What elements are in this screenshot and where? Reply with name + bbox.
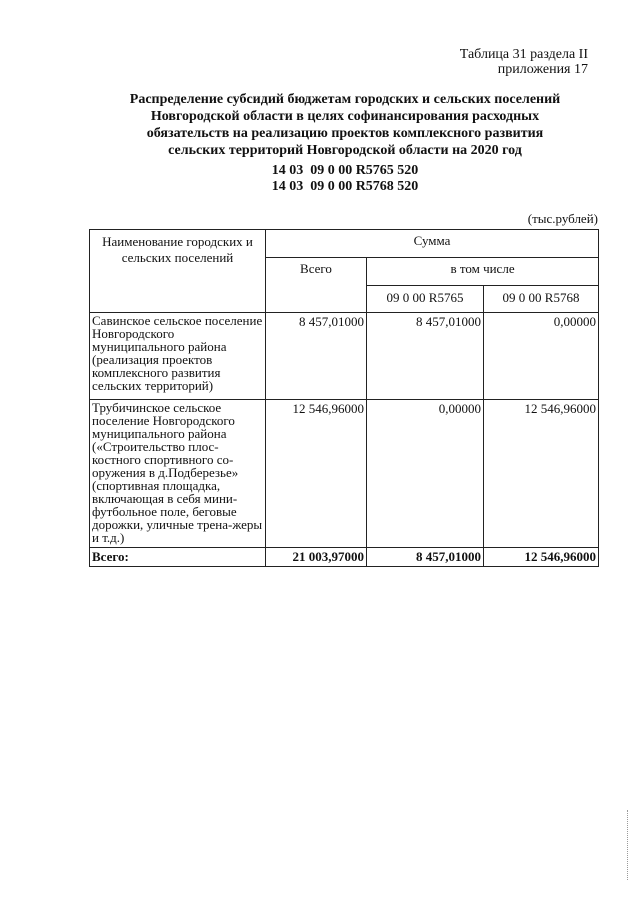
title-line2: Новгородской области в целях софинансирования расходных xyxy=(150,109,540,124)
table-reference-line1: Таблица 31 раздела II xyxy=(459,47,588,62)
unit-label: (тыс.рублей) xyxy=(527,211,598,226)
table-footer-row xyxy=(90,548,599,567)
column-header-including: в том числе xyxy=(367,258,599,286)
column-header-total: Всего xyxy=(266,258,367,313)
title-line3: обязательств на реализацию проектов комплексного развития xyxy=(146,126,544,141)
row-total: 12 546,96000 xyxy=(266,400,367,548)
budget-code-2: 14 03 09 0 00 R5768 520 xyxy=(271,179,419,194)
column-header-code2: 09 0 00 R5768 xyxy=(484,286,599,313)
footer-label: Всего: xyxy=(90,548,266,567)
document-title xyxy=(90,91,600,159)
table-row xyxy=(90,400,599,548)
row-name: Трубичинское сельское поселение Новгородского муниципального района («Строительство плос-костного спортивного со-оружения в д.Подберезье» (спортивная площадка, включающая в себя мини-футбольное поле, беговые дорожки, уличные трена-жеры и т.д.) xyxy=(90,400,266,548)
row-value-code2: 0,00000 xyxy=(484,313,599,400)
footer-value-code1: 8 457,01000 xyxy=(367,548,484,567)
table-reference-line2: приложения 17 xyxy=(497,62,588,77)
scan-edge-mark xyxy=(627,810,632,880)
subsidy-table xyxy=(89,229,599,567)
title-line4: сельских территорий Новгородской области на 2020 год xyxy=(168,143,522,158)
column-header-name: Наименование городских и сельских поселений xyxy=(90,230,266,313)
row-value-code1: 0,00000 xyxy=(367,400,484,548)
row-name: Савинское сельское поселение Новгородского муниципального района (реализация проектов комплексного развития сельских территорий) xyxy=(90,313,266,400)
footer-value-code2: 12 546,96000 xyxy=(484,548,599,567)
row-value-code1: 8 457,01000 xyxy=(367,313,484,400)
title-line1: Распределение субсидий бюджетам городских и сельских поселений xyxy=(129,92,561,107)
budget-code-1: 14 03 09 0 00 R5765 520 xyxy=(271,163,419,178)
footer-total: 21 003,97000 xyxy=(266,548,367,567)
table-row xyxy=(90,313,599,400)
row-value-code2: 12 546,96000 xyxy=(484,400,599,548)
table-reference xyxy=(460,47,588,77)
row-total: 8 457,01000 xyxy=(266,313,367,400)
budget-codes xyxy=(90,163,600,195)
column-header-sum: Сумма xyxy=(266,230,599,258)
column-header-code1: 09 0 00 R5765 xyxy=(367,286,484,313)
